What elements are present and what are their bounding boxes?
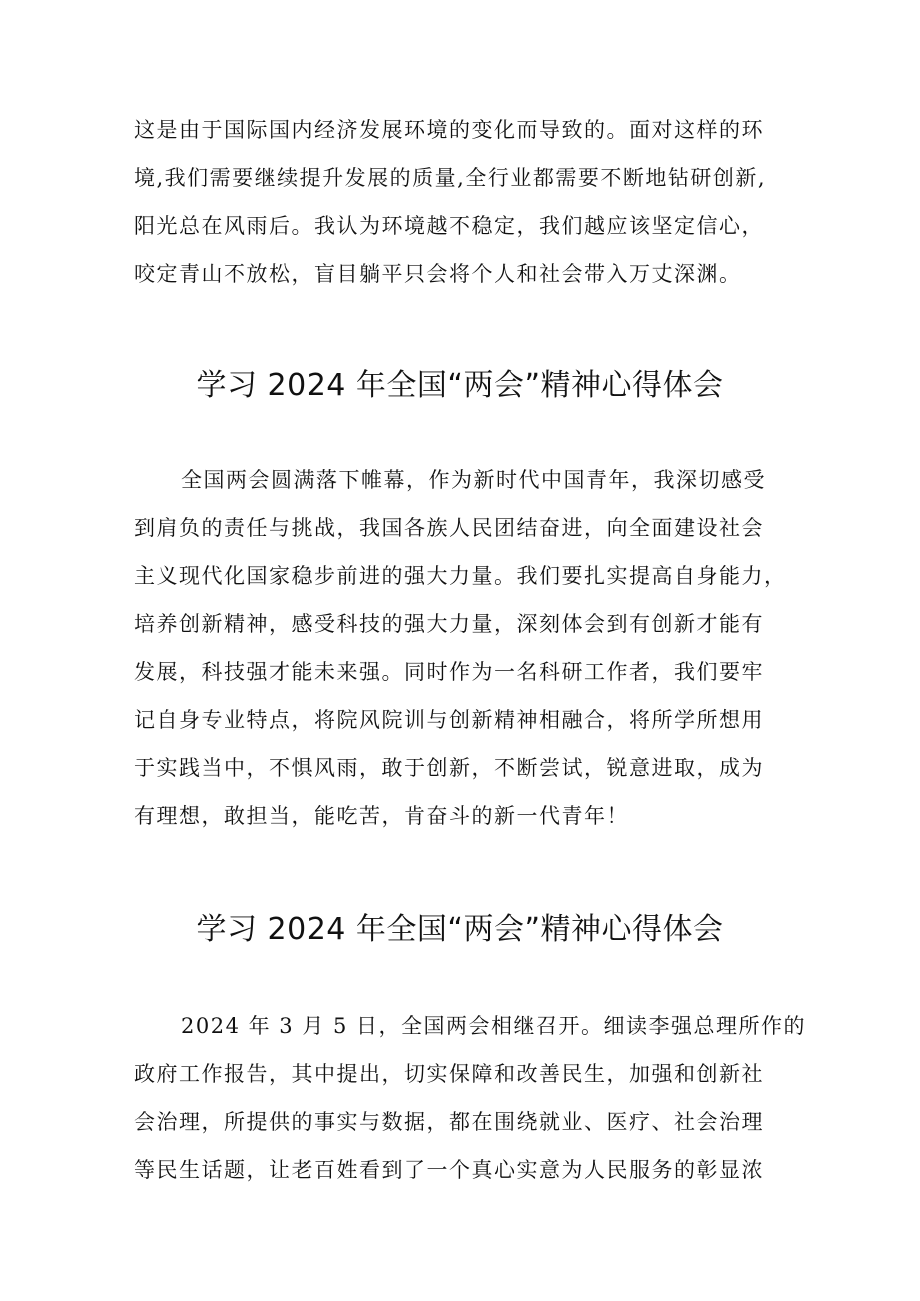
paragraph-line: 有理想，敢担当，能吃苦，肯奋斗的新一代青年！ (134, 804, 629, 828)
paragraph-line: 记自身专业特点，将院风院训与创新精神相融合，将所学所想用 (134, 708, 764, 732)
section-heading: 学习 2024 年全国“两会”精神心得体会 (196, 368, 724, 403)
paragraph-line: 2024 年 3 月 5 日，全国两会相继召开。细读李强总理所作的 (181, 1014, 807, 1038)
paragraph-line: 会治理，所提供的事实与数据，都在围绕就业、医疗、社会治理 (134, 1110, 764, 1134)
paragraph-line: 等民生话题，让老百姓看到了一个真心实意为人民服务的彰显浓 (134, 1158, 764, 1182)
paragraph-line: 境,我们需要继续提升发展的质量,全行业都需要不断地钻研创新, (134, 166, 767, 190)
paragraph-line: 阳光总在风雨后。我认为环境越不稳定，我们越应该坚定信心， (134, 214, 764, 238)
paragraph-line: 全国两会圆满落下帷幕，作为新时代中国青年，我深切感受 (181, 468, 766, 492)
paragraph-line: 主义现代化国家稳步前进的强大力量。我们要扎实提高自身能力， (134, 564, 787, 588)
section-heading: 学习 2024 年全国“两会”精神心得体会 (196, 912, 724, 947)
paragraph-line: 政府工作报告，其中提出，切实保障和改善民生，加强和创新社 (134, 1062, 764, 1086)
paragraph-line: 到肩负的责任与挑战，我国各族人民团结奋进，向全面建设社会 (134, 516, 764, 540)
paragraph-line: 发展，科技强才能未来强。同时作为一名科研工作者，我们要牢 (134, 660, 764, 684)
paragraph-line: 培养创新精神，感受科技的强大力量，深刻体会到有创新才能有 (134, 612, 764, 636)
paragraph-line: 于实践当中，不惧风雨，敢于创新，不断尝试，锐意进取，成为 (134, 756, 764, 780)
paragraph-line: 咬定青山不放松，盲目躺平只会将个人和社会带入万丈深渊。 (134, 262, 742, 286)
paragraph-line: 这是由于国际国内经济发展环境的变化而导致的。面对这样的环 (134, 118, 764, 142)
